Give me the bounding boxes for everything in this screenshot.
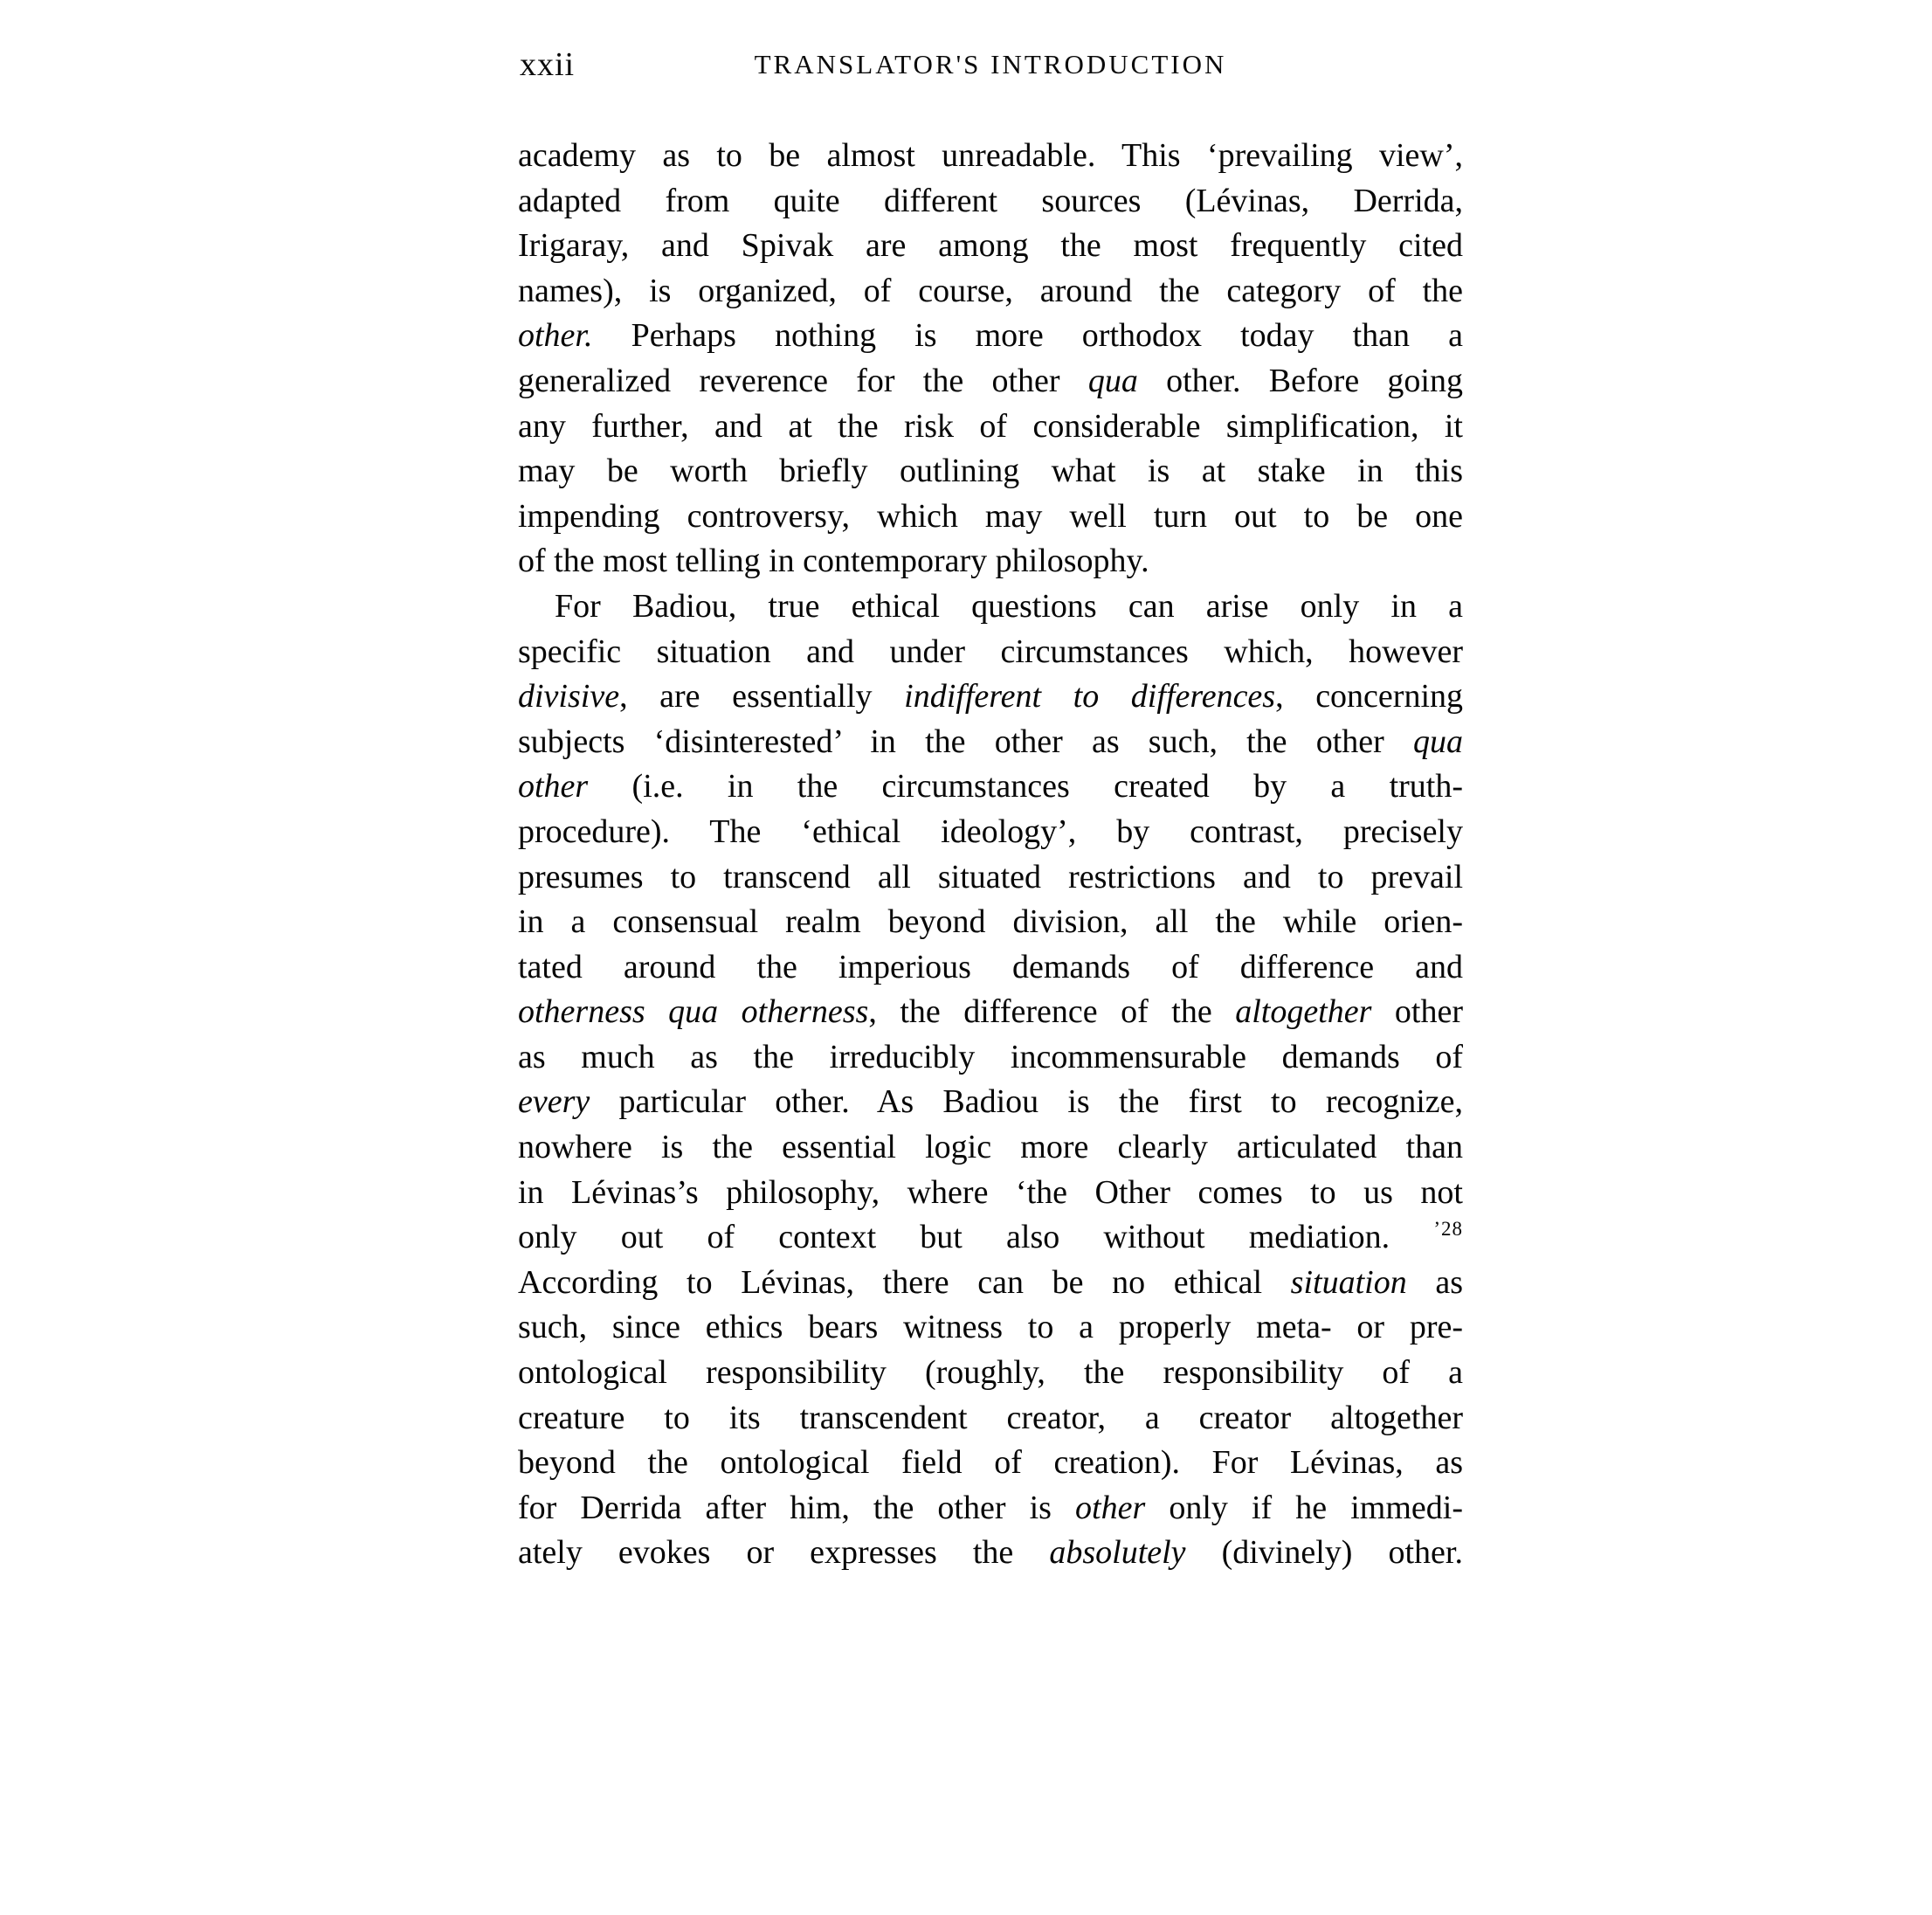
- text-line: [518, 810, 1463, 855]
- text-line: [518, 584, 1463, 630]
- text-run: such, since ethics bears witness to a properly meta- or pre-: [518, 1309, 1463, 1346]
- text-line: [518, 630, 1463, 675]
- text-line: [518, 359, 1463, 404]
- text-run: For Badiou, true ethical questions can arise only in a: [555, 587, 1463, 625]
- text-line: [518, 990, 1463, 1035]
- text-run: every: [518, 1083, 590, 1121]
- text-run: otherness qua otherness: [518, 993, 869, 1031]
- text-run: tated around the imperious demands of difference and: [518, 948, 1463, 985]
- text-run: any further, and at the risk of considerable simplification, it: [518, 407, 1463, 445]
- text-line: [518, 1351, 1463, 1396]
- text-run: , the difference of the: [868, 993, 1236, 1031]
- text-line: [518, 1441, 1463, 1486]
- text-run: adapted from quite different sources (Lévinas, Derrida,: [518, 182, 1463, 219]
- text-run: (i.e. in the circumstances created by a truth-: [588, 768, 1463, 805]
- text-line: [518, 900, 1463, 945]
- text-line: [518, 945, 1463, 991]
- text-run: only if he immedi-: [1145, 1489, 1463, 1526]
- folio-page-number: xxii: [520, 46, 576, 83]
- text-run: as: [1406, 1263, 1463, 1301]
- text-run: impending controversy, which may well turn out to be one: [518, 497, 1463, 535]
- text-line: [518, 1261, 1463, 1306]
- text-run: subjects ‘disinterested’ in the other as such, the other: [518, 722, 1413, 760]
- text-run: names), is organized, of course, around the category of the: [518, 272, 1463, 309]
- text-line: [518, 269, 1463, 315]
- text-run: Irigaray, and Spivak are among the most frequently cited: [518, 227, 1463, 265]
- text-run: situation: [1290, 1263, 1407, 1301]
- text-run: qua: [1087, 362, 1138, 399]
- text-line: [518, 674, 1463, 720]
- text-run: (divinely) other.: [1185, 1534, 1463, 1572]
- text-run: as much as the irreducibly incommensurable demands of: [518, 1038, 1463, 1075]
- text-run: qua: [1413, 722, 1463, 760]
- text-line: [518, 1080, 1463, 1125]
- text-line: [518, 855, 1463, 901]
- text-line: [518, 720, 1463, 765]
- text-line: [518, 404, 1463, 450]
- text-run: beyond the ontological field of creation). For Lévinas, as: [518, 1444, 1463, 1482]
- text-line: [518, 1215, 1463, 1261]
- text-line: [518, 1396, 1463, 1441]
- text-run: other.: [518, 317, 593, 355]
- text-run: nowhere is the essential logic more clearly articulated than: [518, 1129, 1463, 1166]
- text-run: indifferent to differences: [904, 678, 1276, 716]
- text-run: ontological responsibility (roughly, the responsibility of a: [518, 1354, 1463, 1392]
- text-line: [518, 1305, 1463, 1351]
- text-run: in a consensual realm beyond division, all the while orien-: [518, 903, 1463, 941]
- body-text: [518, 134, 1463, 1576]
- text-run: , concerning: [1275, 678, 1463, 716]
- text-run: other: [1075, 1489, 1146, 1526]
- text-run: other: [518, 768, 589, 805]
- text-line: [518, 179, 1463, 225]
- text-run: generalized reverence for the other: [518, 362, 1088, 399]
- text-run: According to Lévinas, there can be no ethical: [518, 1263, 1291, 1301]
- text-run: altogether: [1235, 993, 1372, 1031]
- text-line: [518, 224, 1463, 269]
- text-run: creature to its transcendent creator, a creator altogether: [518, 1399, 1463, 1436]
- text-line: [518, 449, 1463, 494]
- page-header: [518, 44, 1463, 87]
- text-line: [518, 1486, 1463, 1531]
- text-line: [518, 134, 1463, 179]
- text-line: [518, 1035, 1463, 1081]
- text-run: other: [1371, 993, 1463, 1031]
- text-line: [518, 1531, 1463, 1576]
- text-run: particular other. As Badiou is the first to recognize,: [590, 1083, 1463, 1121]
- text-run: may be worth briefly outlining what is at stake in this: [518, 453, 1463, 490]
- text-run: procedure). The ‘ethical ideology’, by contrast, precisely: [518, 812, 1463, 850]
- text-line: [518, 1125, 1463, 1171]
- running-title: TRANSLATOR'S INTRODUCTION: [754, 49, 1227, 80]
- text-run: in Lévinas’s philosophy, where ‘the Other comes to us not: [518, 1173, 1463, 1211]
- text-run: , are essentially: [619, 678, 905, 716]
- text-run: for Derrida after him, the other is: [518, 1489, 1076, 1526]
- text-run: only out of context but also without mediation.: [518, 1219, 1434, 1256]
- text-run: Perhaps nothing is more orthodox today than a: [592, 317, 1463, 355]
- text-run: divisive: [518, 678, 620, 716]
- text-line: [518, 764, 1463, 810]
- text-line: [518, 494, 1463, 540]
- text-run: of the most telling in contemporary philosophy.: [518, 543, 1149, 580]
- footnote-marker: ’28: [1433, 1218, 1463, 1241]
- text-run: academy as to be almost unreadable. This ‘prevailing view’,: [518, 137, 1463, 174]
- text-run: specific situation and under circumstances which, however: [518, 633, 1463, 670]
- text-run: ately evokes or expresses the: [518, 1534, 1050, 1572]
- text-line: [518, 314, 1463, 359]
- text-line: [518, 539, 1463, 584]
- text-run: absolutely: [1049, 1534, 1186, 1572]
- text-line: [518, 1171, 1463, 1216]
- text-run: presumes to transcend all situated restrictions and to prevail: [518, 858, 1463, 895]
- text-run: other. Before going: [1137, 362, 1463, 399]
